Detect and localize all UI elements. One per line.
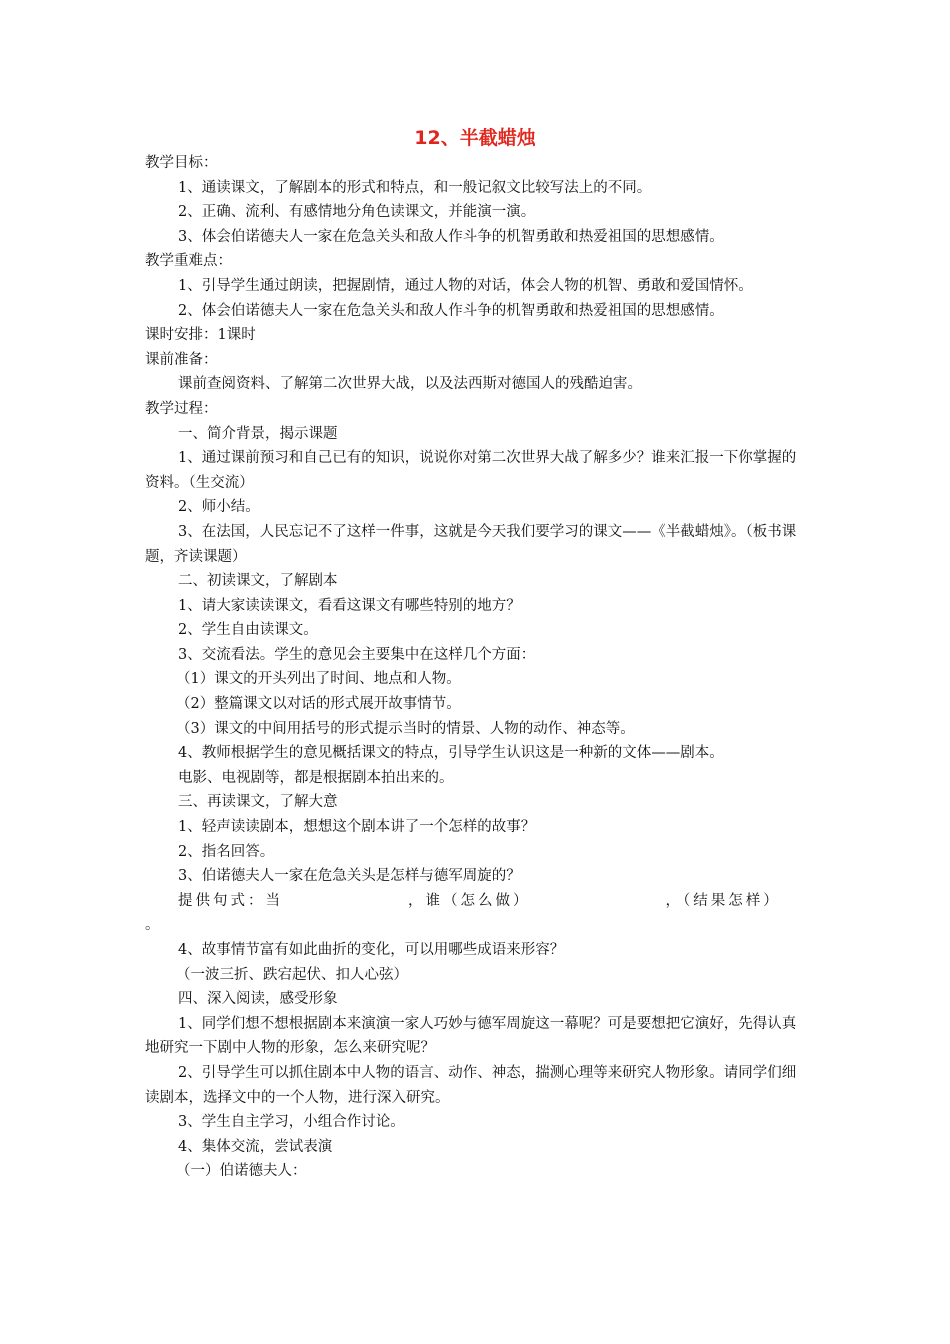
part2-item-4: 4、教师根据学生的意见概括课文的特点，引导学生认识这是一种新的文体——剧本。 xyxy=(178,745,724,762)
key-point-1: 1、引导学生通过朗读，把握剧情，通过人物的对话，体会人物的机智、勇敢和爱国情怀。 xyxy=(178,277,753,294)
part2-item-4-cont: 电影、电视剧等，都是根据剧本拍出来的。 xyxy=(178,769,454,786)
goal-item-1: 1、通读课文，了解剧本的形式和特点，和一般记叙文比较写法上的不同。 xyxy=(178,179,652,196)
part3-item-1: 1、轻声读读剧本，想想这个剧本讲了一个怎样的故事？ xyxy=(178,819,536,836)
part1-heading: 一、简介背景，揭示课题 xyxy=(178,425,338,442)
part4-item-1: 1、同学们想不想根据剧本来演演一家人巧妙与德军周旋这一幕呢？可是要想把它演好，先得认真地研究一下剧中人物的形象，怎么来研究呢？ xyxy=(145,1015,797,1057)
sentence-pattern-end: 。 xyxy=(145,917,160,934)
part3-item-2: 2、指名回答。 xyxy=(178,843,275,860)
goal-item-3: 3、体会伯诺德夫人一家在危急关头和敌人作斗争的机智勇敢和热爱祖国的思想感情。 xyxy=(178,228,724,245)
part2-item-3: 3、交流看法。学生的意见会主要集中在这样几个方面： xyxy=(178,646,536,663)
part2-sub-2: （2）整篇课文以对话的形式展开故事情节。 xyxy=(176,696,461,713)
part2-sub-3: （3）课文的中间用括号的形式提示当时的情景、人物的动作、神态等。 xyxy=(176,720,635,737)
part4-item-2: 2、引导学生可以抓住剧本中人物的语言、动作、神态，揣测心理等来研究人物形象。请同学们细读剧本，选择文中的一个人物，进行深入研究。 xyxy=(145,1064,797,1106)
process-heading: 教学过程： xyxy=(145,400,218,417)
part3-item-4: 4、故事情节富有如此曲折的变化，可以用哪些成语来形容？ xyxy=(178,942,565,958)
part1-item-2: 2、师小结。 xyxy=(178,499,260,516)
goal-item-2: 2、正确、流利、有感情地分角色读课文，并能演一演。 xyxy=(178,204,536,221)
sentence-pattern-part-b: ，谁（怎么做） xyxy=(408,892,531,909)
sentence-pattern-part-a: 提供句式：当 xyxy=(178,892,283,909)
sentence-pattern-part-c: ，（结果怎样） xyxy=(665,892,781,909)
part4-item-3: 3、学生自主学习，小组合作讨论。 xyxy=(178,1114,405,1131)
part3-item-4-answer: （一波三折、跌宕起伏、扣人心弦） xyxy=(176,966,408,983)
part2-item-2: 2、学生自由读课文。 xyxy=(178,622,318,639)
schedule-line: 课时安排：1课时 xyxy=(145,327,256,344)
part2-item-1: 1、请大家读读课文，看看这课文有哪些特别的地方？ xyxy=(178,597,521,614)
document-body xyxy=(145,151,809,1184)
part1-item-3: 3、在法国，人民忘记不了这样一件事，这就是今天我们要学习的课文——《半截蜡烛》。（板书课题，齐读课题） xyxy=(145,523,797,565)
part2-heading: 二、初读课文，了解剧本 xyxy=(178,573,338,590)
sentence-pattern xyxy=(145,889,809,914)
part3-item-3: 3、伯诺德夫人一家在危急关头是怎样与德军周旋的？ xyxy=(178,868,521,885)
goals-heading: 教学目标： xyxy=(145,155,218,171)
document-title: 12、半截蜡烛 xyxy=(414,127,536,149)
key-point-2: 2、体会伯诺德夫人一家在危急关头和敌人作斗争的机智勇敢和热爱祖国的思想感情。 xyxy=(178,302,724,319)
prep-text: 课前查阅资料、了解第二次世界大战，以及法西斯对德国人的残酷迫害。 xyxy=(178,376,642,393)
part2-sub-1: （1）课文的开头列出了时间、地点和人物。 xyxy=(176,671,461,688)
part4-sub-1: （一）伯诺德夫人： xyxy=(176,1163,307,1180)
prep-heading: 课前准备： xyxy=(145,351,218,368)
part3-heading: 三、再读课文，了解大意 xyxy=(178,794,338,811)
part1-item-1: 1、通过课前预习和自己已有的知识，说说你对第二次世界大战了解多少？谁来汇报一下你掌握的资料。（生交流） xyxy=(145,450,797,491)
key-points-heading: 教学重难点： xyxy=(145,253,232,270)
part4-item-4: 4、集体交流，尝试表演 xyxy=(178,1138,333,1155)
part4-heading: 四、深入阅读，感受形象 xyxy=(178,991,338,1008)
